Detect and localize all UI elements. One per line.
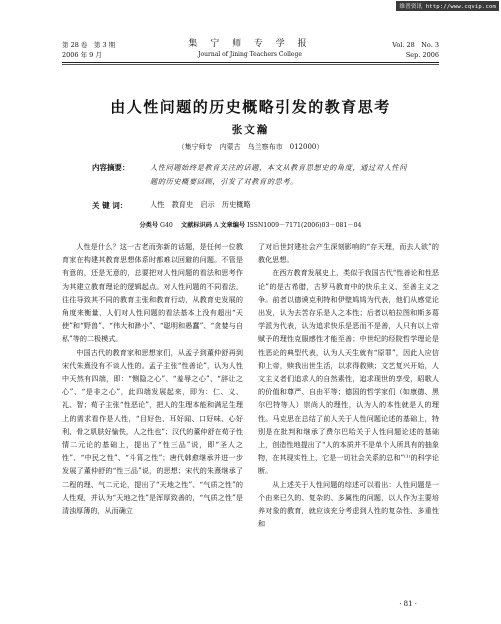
article-number-label: 文章编号 [220,222,246,229]
body-paragraph: 人性是什么？这一古老而弥新的话题，是任何一位教育家在构建其教育思想体系时都难以回避的问题。不管是有意的，还是无意的，总要把对人性问题的看法和思考作为其建立教育理论的逻辑起点。对人性问题的不同看法，往往导致其不同的教育主张和教育行动，从教育史发展的角度来衡量，人们对人性问题的看法基本上没有超出“天使”和“野兽”、“伟大和渺小”、“聪明和愚蠢”、“贪婪与自私”等的二极模式。 [62,242,243,344]
volume-en: Vol. 28 No. 3 [392,41,439,49]
journal-title-cn: 集 宁 师 专 学 报 [188,39,312,49]
header-rule [62,62,439,63]
abstract-label: 内容摘要： [92,163,130,172]
keywords-text: 人性 教育史 启示 历史概略 [150,200,251,209]
doc-code-label: 文献标识码 [181,222,212,229]
article-title: 由人性问题的历史概略引发的教育思考 [110,98,391,116]
body-paragraph: 中国古代的教育家和思想家们，从孟子到董仲舒再到宋代朱熹没有不谈人性的。孟子主张“性善论”，认为人性中天然有四端，即：“恻隐之心”、“羞辱之心”、“辞让之心”、“是非之心”，此四端发展起来，即为：仁、义、礼、智；荀子主张“性恶论”，把人的生理本能和满足生理上的需求看作是人性，“目好色、耳好闻、口好味、心好利、骨之肌肤好愉佚，人之性也”；汉代的董仲舒在荀子性情二元论的基础上，提出了“性三品”说，即“圣人之性”、“中民之性”、“斗筲之性”；唐代韩愈继承并进一步发展了董仲舒的“性三品”说，的思想；宋代的朱熹继承了二程的理、气二元论，提出了“天地之性”、“气质之性”的人性观，并认为“天地之性”是浑厚致善的，“气质之性”是清浊厚薄的，从而确立 [62,347,243,516]
author-name: 张文瀚 [231,124,270,136]
body-column-right [258,240,439,530]
date-en: Sep. 2006 [405,51,439,59]
abstract-text: 人性问题始终是教育关注的话题，本文从教育思想史的角度，通过对人性问题的历史概要回顾，引发了对教育的思考。 [150,163,407,186]
body-paragraph: 了对后世封建社会产生深刻影响的“存天理，而去人欲”的教化思想。 [258,242,439,265]
header-left [62,40,115,60]
header-rule-thin [62,64,439,65]
body-column-left [62,240,243,517]
body-paragraph: 在西方教育发展史上，类似于我国古代“性善论和性恶论”的是古希腊，古罗马教育中的快乐主义、至善主义之争。前者以德谟克利特和伊壁鸠鸠为代表，他们从感觉论出发，认为去苦存乐是人之本性；后者以柏拉图和斯多葛学派为代表，认为追求快乐是恶而不是善，人只有以上帝赋予的理性克服感性才能至善；中世纪的经院哲学理论是性恶论的典型代表，认为人天生就有“原罪”，因此人应信仰上帝，赎我出世生活，以求得救赎；文艺复兴开始，人文主义者们追求人的自然素性，追求现世的享受，昭歌人的价值和尊严、自由平等；德国的哲学家们（如康德、黑尔巴特等人）崇尚人的理性，认为人的本性就是人的理性。马克思在总结了前人关于人性问题论述的基础上，特别是在批判和继承了费尔巴哈关于人性问题论述的基础上，创造性地提出了“人的本质并不是单个人所具有的抽象物，在其现实性上，它是一切社会关系的总和”⁽¹⁾的科学论断。 [258,268,439,476]
body-paragraph: 从上述关于人性问题的综述可以看出：人性问题是一个由来已久的、复杂的、多属性的问题，以人作为主要培养对象的教育，就应该充分考虑到人性的复杂性、多重性和 [258,479,439,529]
page-number: · 81 · [399,600,417,608]
author-affiliation: （集宁师专 内蒙古 乌兰察布市 012000） [177,143,324,151]
header-right [392,40,439,60]
volume-cn: 第 28 卷 第 3 期 [62,41,116,49]
article-number-value: ISSN1009－7171(2006)03－081－04 [247,222,362,229]
watermark: 维普资讯 http://www.cqvip.com [396,1,499,11]
date-cn: 2006 年 9 月 [62,51,102,59]
journal-title-en: Journal of Jining Teachers College [198,51,302,58]
keywords-label: 关 键 词： [92,201,128,210]
class-label: 分类号 [139,222,159,229]
header-center [170,38,330,59]
doc-code-value: A [213,222,219,229]
class-value: G40 [160,222,173,229]
classification-line [62,220,439,229]
